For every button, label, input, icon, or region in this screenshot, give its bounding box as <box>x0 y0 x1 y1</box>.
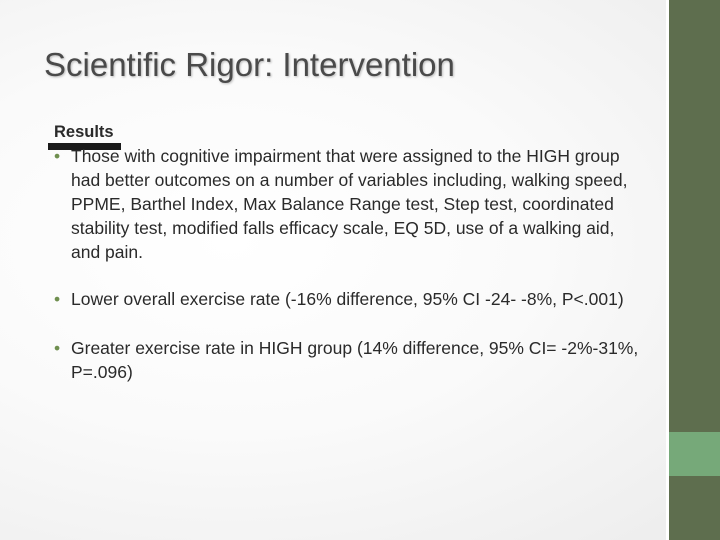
slide-content <box>54 120 644 384</box>
bullet-dot-icon: • <box>54 146 61 166</box>
bullet-text: Those with cognitive impairment that were assigned to the HIGH group had better outcomes on a number of variables including, walking speed, PPME, Barthel Index, Max Balance Range test, Step test, coordinated stability test, modified falls efficacy scale, EQ 5D, use of a walking aid, and pain. <box>71 146 628 262</box>
bullet-text: Lower overall exercise rate (-16% difference, 95% CI -24- -8%, P<.001) <box>71 289 624 309</box>
bullet-dot-icon: • <box>54 289 61 309</box>
bullet-dot-icon: • <box>54 338 61 358</box>
slide-title: Scientific Rigor: Intervention <box>44 46 455 83</box>
bullet-item <box>54 336 644 384</box>
bullet-item <box>54 144 644 264</box>
bullet-item <box>54 287 644 311</box>
accent-block <box>669 432 720 476</box>
bullet-text: Greater exercise rate in HIGH group (14% difference, 95% CI= -2%-31%, P=.096) <box>71 338 639 382</box>
results-heading: Results <box>54 123 114 141</box>
